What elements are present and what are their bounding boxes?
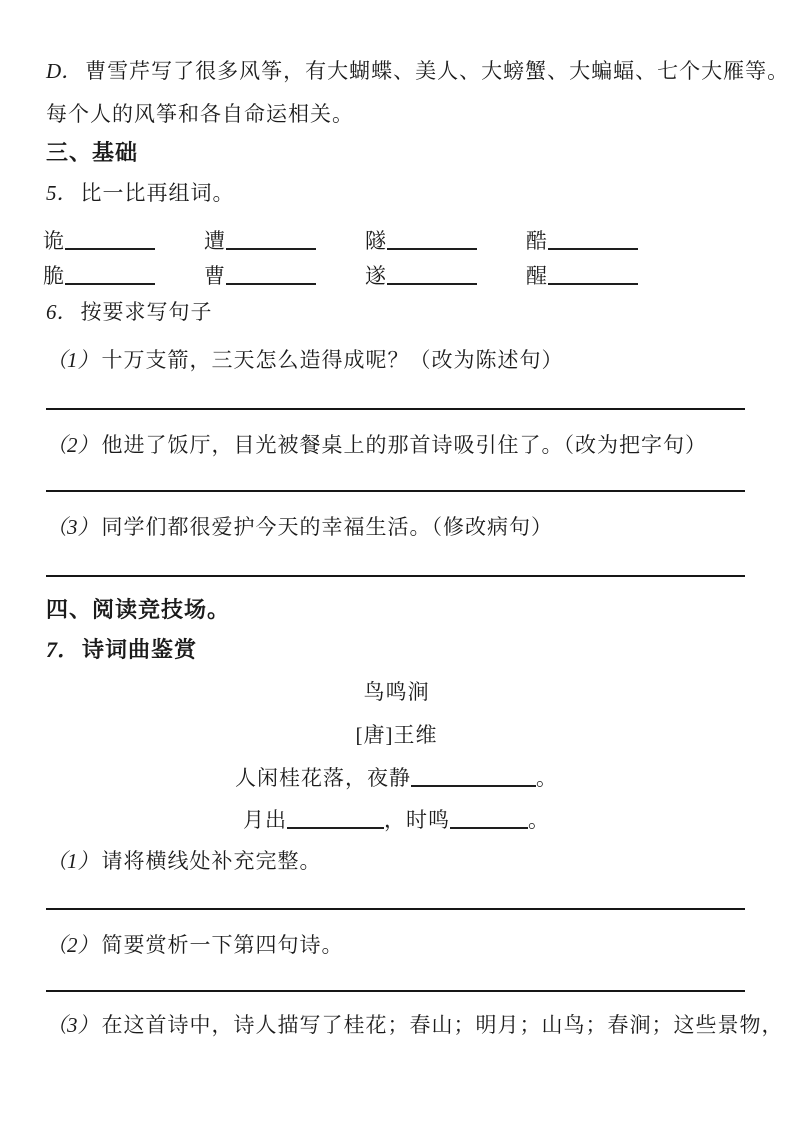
q6-item-3 [46,515,773,539]
q5-cell [204,229,365,253]
q5-cell [43,229,204,253]
question-6-title [46,300,773,324]
option-d-line-2: 每个人的风筝和各自命运相关。 [46,102,354,126]
question-5-title [46,181,773,205]
q5-char: 遂 [365,264,387,288]
q5-char: 曹 [204,264,226,288]
q6-item-2-number: （2） [46,433,99,457]
q7-item-3-number: （3） [46,1013,99,1037]
option-d-label: D． [46,59,83,83]
poem-title: 鸟鸣涧 [363,680,430,704]
q7-item-1-number: （1） [46,849,99,873]
q5-cell [526,229,687,253]
answer-blank [65,267,155,285]
poem-line-2-text-2: ，时鸣 [384,808,450,832]
poem-line-2 [0,808,793,832]
q6-item-1-number: （1） [46,348,99,372]
answer-blank [548,232,638,250]
answer-line [46,408,745,410]
section-4-heading: 四、阅读竞技场。 [46,597,231,622]
q5-cell [526,264,687,288]
q6-item-2 [46,433,773,457]
poem-line-1 [0,766,793,790]
q7-item-1 [46,849,773,873]
answer-blank [65,232,155,250]
answer-blank [387,232,477,250]
option-d-text-1: 曹雪芹写了很多风筝，有大蝴蝶、美人、大螃蟹、大蝙蝠、七个大雁等。 [85,59,790,83]
poem-line-2-period: 。 [528,808,550,832]
answer-blank [548,267,638,285]
answer-line [46,490,745,492]
q6-item-1-text: 十万支箭，三天怎么造得成呢？（改为陈述句） [101,348,564,372]
question-5-number: 5． [46,181,78,205]
q5-char: 酷 [526,229,548,253]
poem-blank [450,811,528,829]
q7-item-3 [46,1013,784,1037]
q5-char: 醒 [526,264,548,288]
poem-line-1-period: 。 [536,766,558,790]
poem-line-1-text: 人闲桂花落，夜静 [235,766,411,790]
q5-row-1 [43,229,773,253]
q5-char: 脆 [43,264,65,288]
answer-line [46,990,745,992]
answer-blank [226,267,316,285]
q6-item-2-text: 他进了饭厅，目光被餐桌上的那首诗吸引住了。（改为把字句） [101,433,707,457]
q6-item-3-text: 同学们都很爱护今天的幸福生活。（修改病句） [101,515,553,539]
q5-char: 诡 [43,229,65,253]
q5-cell [365,264,526,288]
question-5-text: 比一比再组词。 [80,181,235,205]
poem-line-2-text-1: 月出 [243,808,287,832]
q5-char: 隧 [365,229,387,253]
q6-item-1 [46,348,773,372]
q5-cell [204,264,365,288]
question-6-number: 6． [46,300,78,324]
q5-char: 遭 [204,229,226,253]
poem-author: [唐]王维 [355,723,438,747]
q7-item-2-number: （2） [46,933,99,957]
answer-blank [387,267,477,285]
q7-item-2-text: 简要赏析一下第四句诗。 [101,933,344,957]
q6-item-3-number: （3） [46,515,99,539]
question-7-title [46,638,773,662]
section-3-heading: 三、基础 [46,140,139,165]
q7-item-3-text: 在这首诗中，诗人描写了桂花；春山；明月；山鸟；春涧；这些景物， [101,1013,784,1037]
q5-row-2 [43,264,773,288]
question-6-text: 按要求写句子 [80,300,213,324]
q5-cell [365,229,526,253]
answer-line [46,908,745,910]
q7-item-1-text: 请将横线处补充完整。 [101,849,322,873]
answer-blank [226,232,316,250]
q7-item-2 [46,933,773,957]
option-d-line-1 [46,59,790,83]
poem-blank [411,769,536,787]
answer-line [46,575,745,577]
question-7-number: 7． [46,637,80,662]
q5-cell [43,264,204,288]
poem-blank [287,811,384,829]
question-7-text: 诗词曲鉴赏 [82,637,198,662]
